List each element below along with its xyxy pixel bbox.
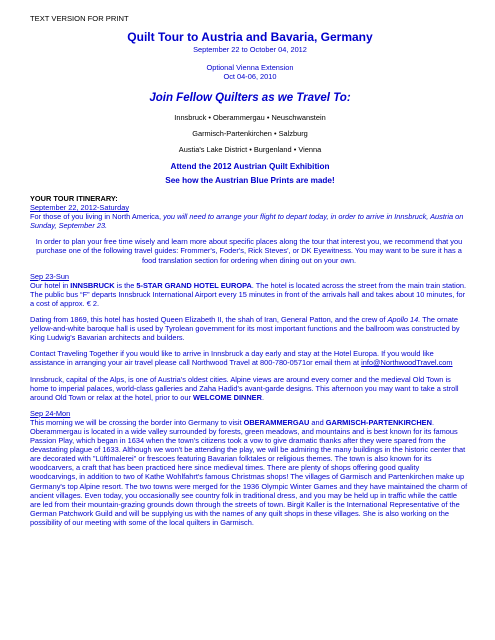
day2-p3-a: Contact Traveling Together if you would like to arrive in Innsbruck a day early and stay at the Hotel Europa. If you would like assistance in arranging your air travel please call Northwood Travel at 800-780-0571or email them at: [30, 349, 434, 368]
day1-text-a: For those of you living in North America,: [30, 212, 164, 222]
welcome-dinner-bold: WELCOME DINNER: [192, 392, 262, 402]
join-heading: Join Fellow Quilters as we Travel To:: [149, 92, 351, 104]
extension-title: Optional Vienna Extension: [206, 63, 294, 72]
day2-p1-c: is the: [114, 280, 137, 290]
day3-p1-c: and: [309, 417, 326, 427]
day2-date: Sep 23-Sun: [30, 271, 70, 281]
tour-dates: September 22 to October 04, 2012: [193, 45, 307, 54]
itinerary: [30, 194, 468, 527]
itinerary-heading: YOUR TOUR ITINERARY:: [30, 194, 118, 203]
oberammergau-bold: OBERAMMERGAU: [243, 417, 310, 427]
day2-history-paragraph: [30, 315, 468, 342]
day2-p4-c: .: [261, 392, 265, 402]
day1-text-b: you will need to arrange your flight to depart today, in order to arrive in Innsbruck, Austria on Sunday, September 23.: [30, 212, 464, 231]
page-title: Quilt Tour to Austria and Bavaria, Germany: [127, 30, 373, 44]
title-block: [30, 30, 470, 186]
day3-date: Sep 24-Mon: [30, 408, 71, 418]
places-line-2: Garmisch-Partenkirchen • Salzburg: [192, 129, 308, 138]
header-note: TEXT VERSION FOR PRINT: [30, 14, 129, 23]
day2-innsbruck-paragraph: [30, 375, 468, 402]
day1-date: September 22, 2012-Saturday: [30, 203, 130, 213]
hotel-name-bold: 5-STAR GRAND HOTEL EUROPA: [136, 280, 252, 290]
day1-text: [30, 212, 468, 230]
travel-guide-paragraph: In order to plan your free time wisely and learn more about specific places along the tour that interest you, we recommend that you purchase one of the following travel guides: Frommer's, Foder's, Rick Steves', or DK Eyewitness. You may want to be sure it has a food translation section for ordering when dining out on your own.: [35, 237, 463, 265]
places-line-3: Austia's Lake District • Burgenland • Vienna: [178, 145, 322, 154]
extension-block: [30, 63, 470, 81]
blue-prints-line: See how the Austrian Blue Prints are made!: [165, 176, 335, 185]
day2-p4-a: Innsbruck, capital of the Alps, is one of Austria’s oldest cities. Alpine views are around every corner and the medieval Old Town is home to imperial palaces, world-class galleries and Zaha Hadid's avant-garde designs. This afternoon you may want to take a stroll around Old Town or relax at the hotel, prior to our: [30, 374, 459, 402]
day2-contact-paragraph: [30, 349, 468, 367]
day2-p2-a: Dating from 1869, this hotel has hosted Queen Elizabeth II, the shah of Iran, General Patton, and the crew of: [30, 315, 388, 325]
extension-dates: Oct 04-06, 2010: [223, 72, 277, 81]
day3-paragraph: [30, 418, 468, 527]
day2-p1-a: Our hotel in: [30, 280, 71, 290]
day3-p1-a: This morning we will be crossing the border into Germany to visit: [30, 417, 244, 427]
innsbruck-bold: INNSBRUCK: [70, 280, 115, 290]
email-link[interactable]: info@NorthwoodTravel.com: [361, 358, 453, 368]
day2-p2-c: The ornate yellow-and-white baroque hall is used by Tyrolean government for its most important functions and the ballroom was constructed by King Ludwig's Bavarian architects and builders.: [30, 315, 460, 343]
places-line-1: Innsbruck • Oberammergau • Neuschwanstein: [174, 113, 326, 122]
day3-p1-e: . Oberammergau is located in a wide valley surrounded by forests, green meadows, and mountains and is best known for its famous Passion Play, which began in 1634 when the town's citizens took a vow to give dramatic thanks after they were spared from the devastating plague of 1633. Although we won't be attending the play, we will be admiring the many buildings in the historic center that are decorated with "Lüftlmalerei" or frescoes featuring Bavarian folktales or religious themes. The town is also known for its woodcarvers, a craft that has been practiced here since medieval times. There are plenty of shops offering good quality woodcarvings, in addition to two of Kathe Wohlfahrt's famous Christmas shops! The villages of Garmisch and Partenkirchen make up Germany's top Alpine resort. The two towns were merged for the 1936 Olympic Winter Games and they have maintained the charm of ancient villages. Even today, you occasionally see country folk in traditional dress, and you may be held up in traffic while the cattle are led from their mountain-grazing grounds down through the streets of town. Birgit Kaller is the International Representative of the German Patchwork Guild and will be supplying us with the names of any quilt shops in these villages. She is also working on the possibility of our meeting with some of the local quilters in Garmisch.: [30, 417, 468, 527]
exhibition-line: Attend the 2012 Austrian Quilt Exhibition: [170, 162, 330, 171]
day2-p1-e: . The hotel is located across the street from the main train station. The public bus “F” departs Innsbruck International Airport every 15 minutes in front of the arrivals hall and takes about 10 minutes, for a cost of approx. € 2.: [30, 280, 467, 308]
day2-hotel-paragraph: [30, 281, 468, 308]
garmisch-bold: GARMISCH-PARTENKIRCHEN: [325, 417, 432, 427]
apollo-italic: Apollo 14.: [387, 315, 421, 325]
